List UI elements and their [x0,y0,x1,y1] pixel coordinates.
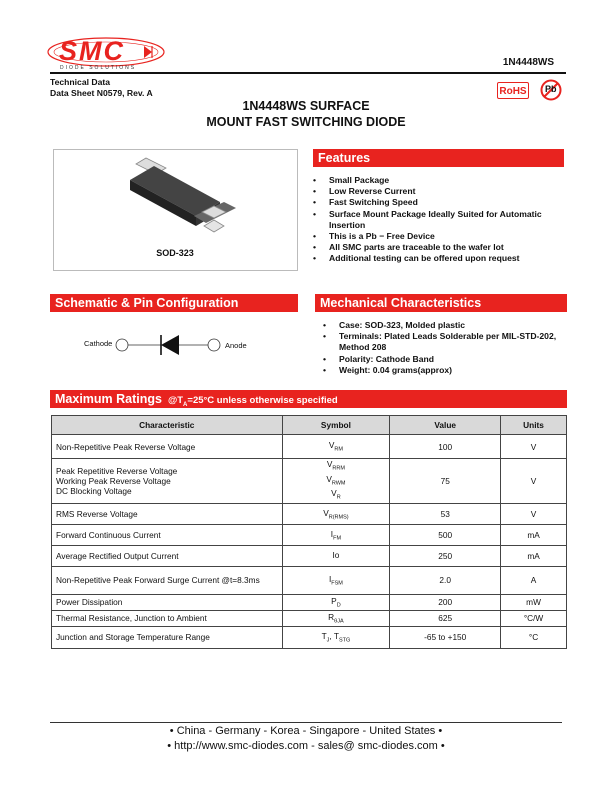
max-ratings-table [51,415,567,649]
symbol-cell: $I_{FM}$ [282,524,390,545]
footer-locations: • China - Germany - Korea - Singapore - United States • [169,725,443,737]
table-row [52,435,567,459]
characteristic-cell: Forward Continuous Current [52,524,283,545]
features-list [313,175,568,265]
package-label: SOD-323 [156,248,194,258]
table-row [52,503,567,524]
units-cell: °C [501,626,567,648]
symbol-cell: $I_{FSM}$ [282,566,390,594]
characteristic-cell: Non-Repetitive Peak Reverse Voltage [52,435,283,459]
logo-text: SMC [59,36,125,66]
symbol-cell: $V_{R(RMS)}$ [282,503,390,524]
table-row [52,610,567,626]
anode-label: Anode [225,341,247,350]
rohs-badge [497,82,529,99]
list-item: • Surface Mount Package Ideally Suited for Automatic Insertion [313,209,568,231]
list-item: • Low Reverse Current [313,186,568,197]
list-item: • Small Package [313,175,568,186]
symbol-cell: Io [282,545,390,566]
units-cell: mW [501,594,567,610]
pb-free-icon [540,79,562,101]
characteristic-cell: Thermal Resistance, Junction to Ambient [52,610,283,626]
ratings-heading [50,390,567,408]
table-row [52,459,567,504]
list-item: • Terminals: Plated Leads Solderable per MIL-STD-202, Method 208 [323,331,569,353]
header-rule [50,72,566,74]
units-cell: A [501,566,567,594]
ratings-heading-text: Maximum Ratings [55,392,162,406]
part-number: 1N4448WS [502,57,554,68]
value-cell: 500 [390,524,501,545]
column-header: Characteristic [52,416,283,435]
units-cell: V [501,435,567,459]
value-cell: 100 [390,435,501,459]
datasheet-ref: Data Sheet N0579, Rev. A [50,88,153,98]
value-cell: 53 [390,503,501,524]
list-item: • Additional testing can be offered upon request [313,253,568,264]
footer-rule [50,722,562,723]
mechanical-list [323,320,569,376]
table-row [52,524,567,545]
value-cell: 250 [390,545,501,566]
list-item: • Weight: 0.04 grams(approx) [323,365,569,376]
table-row [52,594,567,610]
units-cell: mA [501,524,567,545]
pb-badge-text: Pb [545,84,557,94]
symbol-cell: $R_{\theta JA}$ [282,610,390,626]
characteristic-cell: RMS Reverse Voltage [52,503,283,524]
symbol-cell: $T_J$, $T_{STG}$ [282,626,390,648]
list-item: • All SMC parts are traceable to the wafer lot [313,242,568,253]
characteristic-cell: Junction and Storage Temperature Range [52,626,283,648]
table-row [52,626,567,648]
symbol-cell: $P_D$ [282,594,390,610]
column-header: Symbol [282,416,390,435]
package-image-box [53,149,298,271]
list-item: • Polarity: Cathode Band [323,354,569,365]
cathode-label: Cathode [84,339,113,348]
list-item: • This is a Pb − Free Device [313,231,568,242]
value-cell: 200 [390,594,501,610]
company-logo [46,30,166,74]
column-header: Value [390,416,501,435]
units-cell: V [501,459,567,504]
doc-type: Technical Data [50,77,111,87]
page-title-line2: MOUNT FAST SWITCHING DIODE [206,115,406,129]
value-cell: 75 [390,459,501,504]
characteristic-cell: Power Dissipation [52,594,283,610]
value-cell: 2.0 [390,566,501,594]
list-item: • Case: SOD-323, Molded plastic [323,320,569,331]
characteristic-cell: Peak Repetitive Reverse Voltage Working Peak Reverse Voltage DC Blocking Voltage [52,459,283,504]
logo-tagline: DIODE SOLUTIONS [60,65,137,71]
symbol-cell: $V_{RM}$ [282,435,390,459]
schematic-heading: Schematic & Pin Configuration [50,294,298,312]
symbol-cell: $V_{RRM}$ $V_{RWM}$ $V_R$ [282,459,390,504]
mechanical-heading: Mechanical Characteristics [315,294,567,312]
value-cell: 625 [390,610,501,626]
ratings-condition: $@T_A=25^\circ C$ unless otherwise specified [167,395,338,408]
footer-contact: • http://www.smc-diodes.com - sales@ smc-diodes.com • [167,740,445,752]
value-cell: -65 to +150 [390,626,501,648]
characteristic-cell: Non-Repetitive Peak Forward Surge Current @t=8.3ms [52,566,283,594]
table-row [52,545,567,566]
page-title-line1: 1N4448WS SURFACE [242,99,370,113]
list-item: • Fast Switching Speed [313,197,568,208]
units-cell: °C/W [501,610,567,626]
features-heading: Features [313,149,564,167]
table-header-row [52,416,567,435]
rohs-badge-text: RoHS [499,86,527,97]
units-cell: V [501,503,567,524]
units-cell: mA [501,545,567,566]
column-header: Units [501,416,567,435]
table-row [52,566,567,594]
characteristic-cell: Average Rectified Output Current [52,545,283,566]
diode-symbol [115,333,225,357]
